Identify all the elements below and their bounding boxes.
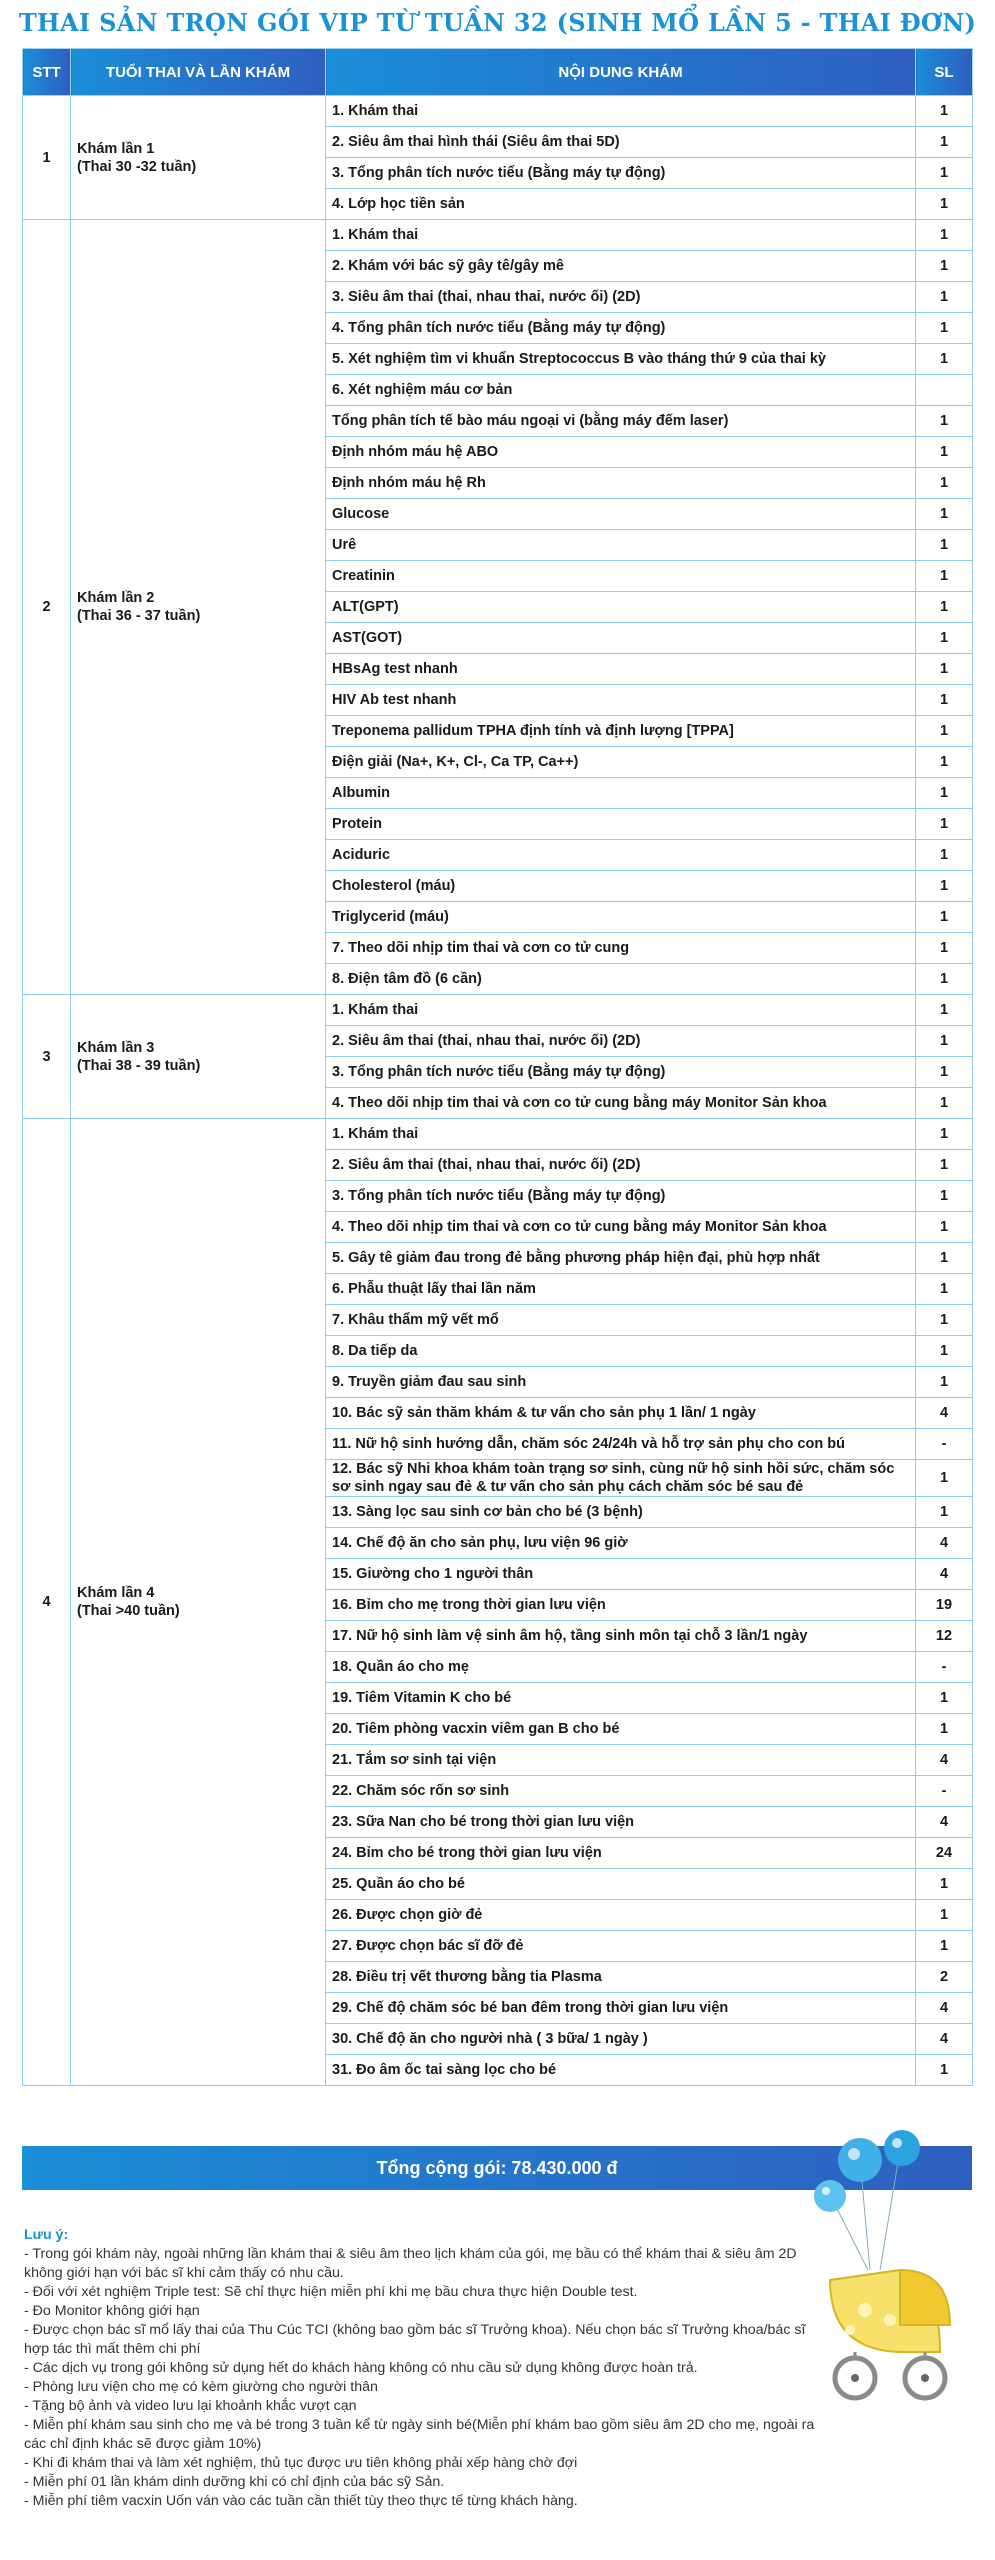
visit-week: (Thai 30 -32 tuần) (77, 158, 197, 175)
exam-quantity: 1 (916, 747, 973, 778)
exam-content: 3. Tổng phân tích nước tiểu (Bằng máy tự động) (326, 1057, 916, 1088)
exam-quantity: 1 (916, 158, 973, 189)
exam-quantity: 1 (916, 406, 973, 437)
visit-label (71, 995, 326, 1119)
exam-quantity: 1 (916, 189, 973, 220)
exam-content: AST(GOT) (326, 623, 916, 654)
table-row (23, 995, 973, 1026)
exam-quantity: 1 (916, 1212, 973, 1243)
exam-quantity (916, 375, 973, 406)
exam-quantity: 24 (916, 1838, 973, 1869)
exam-content: 8. Da tiếp da (326, 1336, 916, 1367)
exam-quantity: 1 (916, 1057, 973, 1088)
table-row (23, 220, 973, 251)
notes-text: - Trong gói khám này, ngoài những lần khám thai & siêu âm theo lịch khám của gói, mẹ bầu có thể khám thai & siêu âm 2D không giới hạn với bác sĩ khi cảm thấy có nhu cầu. - Đối với xét nghiệm Triple test: Sẽ chỉ thực hiện miễn phí khi mẹ bầu chưa thực hiện Double test. - Đo Monitor không giới hạn - Được chọn bác sĩ mổ lấy thai của Thu Cúc TCI (không bao gồm bác sĩ Trưởng khoa). Nếu chọn bác sĩ Trưởng khoa/bác sĩ hợp tác thì mất thêm chi phí - Các dịch vụ trong gói không sử dụng hết do khách hàng không có nhu cầu sử dụng không được hoàn trả. - Phòng lưu viện cho mẹ có kèm giường cho người thân - Tặng bộ ảnh và video lưu lại khoảnh khắc vượt cạn - Miễn phí khám sau sinh cho mẹ và bé trong 3 tuần kể từ ngày sinh bé(Miễn phí khám bao gồm siêu âm 2D cho mẹ, ngoài ra các chỉ định khác sẽ được giảm 10%) - Khi đi khám thai và làm xét nghiệm, thủ tục được ưu tiên không phải xếp hàng chờ đợi - Miễn phí 01 lần khám dinh dưỡng khi có chỉ định của bác sỹ Sản. - Miễn phí tiêm vacxin Uốn ván vào các tuần cần thiết tùy theo thực tế từng khách hàng. (24, 2246, 815, 2509)
exam-quantity: 19 (916, 1590, 973, 1621)
exam-quantity: 1 (916, 1497, 973, 1528)
exam-content: 21. Tắm sơ sinh tại viện (326, 1745, 916, 1776)
exam-content: 3. Tổng phân tích nước tiểu (Bằng máy tự động) (326, 158, 916, 189)
header-tuoi-thai: TUỔI THAI VÀ LẦN KHÁM (71, 49, 326, 96)
visit-name: Khám lần 4 (77, 1585, 155, 1601)
exam-quantity: 1 (916, 1460, 973, 1497)
exam-content: 4. Theo dõi nhịp tim thai và cơn co tử cung bằng máy Monitor Sản khoa (326, 1088, 916, 1119)
exam-quantity: 1 (916, 902, 973, 933)
exam-content: 1. Khám thai (326, 1119, 916, 1150)
exam-quantity: 1 (916, 1150, 973, 1181)
exam-quantity: 1 (916, 1336, 973, 1367)
exam-content: Albumin (326, 778, 916, 809)
exam-quantity: 1 (916, 220, 973, 251)
header-noi-dung: NỘI DUNG KHÁM (326, 49, 916, 96)
exam-quantity: 4 (916, 1398, 973, 1429)
visit-label (71, 220, 326, 995)
exam-quantity: 4 (916, 2024, 973, 2055)
exam-quantity: 2 (916, 1962, 973, 1993)
exam-content: 12. Bác sỹ Nhi khoa khám toàn trạng sơ sinh, cùng nữ hộ sinh hồi sức, chăm sóc sơ sinh ngay sau đẻ & tư vấn cho sản phụ cách chăm sóc bé sau đẻ (326, 1460, 916, 1497)
exam-quantity: 1 (916, 933, 973, 964)
exam-content: Treponema pallidum TPHA định tính và định lượng [TPPA] (326, 716, 916, 747)
exam-quantity: 1 (916, 1900, 973, 1931)
exam-content: 10. Bác sỹ sản thăm khám & tư vấn cho sản phụ 1 lần/ 1 ngày (326, 1398, 916, 1429)
exam-quantity: - (916, 1429, 973, 1460)
exam-quantity: 1 (916, 1714, 973, 1745)
exam-content: 2. Siêu âm thai (thai, nhau thai, nước ối) (2D) (326, 1150, 916, 1181)
header-stt: STT (23, 49, 71, 96)
exam-content: 2. Siêu âm thai hình thái (Siêu âm thai 5D) (326, 127, 916, 158)
exam-quantity: 1 (916, 809, 973, 840)
table-body (23, 96, 973, 2086)
visit-name: Khám lần 2 (77, 590, 155, 606)
exam-content: 26. Được chọn giờ đẻ (326, 1900, 916, 1931)
exam-quantity: 1 (916, 685, 973, 716)
exam-content: 3. Tổng phân tích nước tiểu (Bằng máy tự động) (326, 1181, 916, 1212)
visit-label (71, 96, 326, 220)
notes-section (24, 2226, 824, 2511)
exam-content: 31. Đo âm ốc tai sàng lọc cho bé (326, 2055, 916, 2086)
exam-content: 2. Khám với bác sỹ gây tê/gây mê (326, 251, 916, 282)
exam-quantity: 1 (916, 251, 973, 282)
exam-quantity: 1 (916, 654, 973, 685)
exam-content: 1. Khám thai (326, 96, 916, 127)
exam-quantity: 1 (916, 995, 973, 1026)
exam-quantity: 1 (916, 1088, 973, 1119)
exam-content: 30. Chế độ ăn cho người nhà ( 3 bữa/ 1 ngày ) (326, 2024, 916, 2055)
notes-title: Lưu ý: (24, 2227, 69, 2243)
exam-content: Aciduric (326, 840, 916, 871)
exam-quantity: 1 (916, 1026, 973, 1057)
visit-name: Khám lần 1 (77, 140, 155, 157)
exam-content: 20. Tiêm phòng vacxin viêm gan B cho bé (326, 1714, 916, 1745)
exam-content: 3. Siêu âm thai (thai, nhau thai, nước ối) (2D) (326, 282, 916, 313)
table-row (23, 96, 973, 127)
table-row (23, 1119, 973, 1150)
visit-week: (Thai 38 - 39 tuần) (77, 1057, 201, 1074)
exam-content: Tổng phân tích tế bào máu ngoại vi (bằng máy đếm laser) (326, 406, 916, 437)
exam-quantity: 1 (916, 1367, 973, 1398)
exam-quantity: 4 (916, 1745, 973, 1776)
baby-carriage-balloons-illustration (790, 2120, 980, 2420)
exam-quantity: 1 (916, 96, 973, 127)
exam-quantity: 1 (916, 1931, 973, 1962)
exam-quantity: 1 (916, 468, 973, 499)
exam-content: 14. Chế độ ăn cho sản phụ, lưu viện 96 giờ (326, 1528, 916, 1559)
exam-content: 2. Siêu âm thai (thai, nhau thai, nước ối) (2D) (326, 1026, 916, 1057)
exam-quantity: 1 (916, 964, 973, 995)
exam-content: Định nhóm máu hệ ABO (326, 437, 916, 468)
exam-content: HIV Ab test nhanh (326, 685, 916, 716)
exam-quantity: 1 (916, 716, 973, 747)
exam-content: 28. Điều trị vết thương bằng tia Plasma (326, 1962, 916, 1993)
visit-stt: 3 (23, 995, 71, 1119)
exam-quantity: 1 (916, 1683, 973, 1714)
exam-content: 23. Sữa Nan cho bé trong thời gian lưu viện (326, 1807, 916, 1838)
exam-quantity: 4 (916, 1993, 973, 2024)
exam-quantity: 1 (916, 437, 973, 468)
exam-content: 11. Nữ hộ sinh hướng dẫn, chăm sóc 24/24h và hỗ trợ sản phụ cho con bú (326, 1429, 916, 1460)
exam-content: Định nhóm máu hệ Rh (326, 468, 916, 499)
exam-quantity: 1 (916, 871, 973, 902)
package-table (22, 48, 973, 2086)
exam-quantity: - (916, 1776, 973, 1807)
exam-content: 17. Nữ hộ sinh làm vệ sinh âm hộ, tầng sinh môn tại chỗ 3 lần/1 ngày (326, 1621, 916, 1652)
visit-label (71, 1119, 326, 2086)
exam-content: Cholesterol (máu) (326, 871, 916, 902)
exam-quantity: 1 (916, 592, 973, 623)
exam-quantity: - (916, 1652, 973, 1683)
exam-content: 15. Giường cho 1 người thân (326, 1559, 916, 1590)
visit-name: Khám lần 3 (77, 1039, 155, 1056)
exam-quantity: 1 (916, 840, 973, 871)
exam-quantity: 12 (916, 1621, 973, 1652)
exam-quantity: 4 (916, 1807, 973, 1838)
exam-content: ALT(GPT) (326, 592, 916, 623)
exam-quantity: 1 (916, 561, 973, 592)
exam-content: 13. Sàng lọc sau sinh cơ bản cho bé (3 bệnh) (326, 1497, 916, 1528)
exam-quantity: 1 (916, 623, 973, 654)
exam-quantity: 1 (916, 499, 973, 530)
exam-content: HBsAg test nhanh (326, 654, 916, 685)
exam-content: 4. Lớp học tiền sản (326, 189, 916, 220)
exam-content: 1. Khám thai (326, 995, 916, 1026)
exam-content: 7. Khâu thẩm mỹ vết mổ (326, 1305, 916, 1336)
exam-quantity: 1 (916, 344, 973, 375)
exam-quantity: 1 (916, 282, 973, 313)
exam-content: 6. Xét nghiệm máu cơ bản (326, 375, 916, 406)
exam-quantity: 1 (916, 2055, 973, 2086)
exam-content: 27. Được chọn bác sĩ đỡ đẻ (326, 1931, 916, 1962)
exam-quantity: 1 (916, 1869, 973, 1900)
exam-quantity: 4 (916, 1528, 973, 1559)
exam-content: 1. Khám thai (326, 220, 916, 251)
exam-content: 5. Xét nghiệm tìm vi khuẩn Streptococcus B vào tháng thứ 9 của thai kỳ (326, 344, 916, 375)
exam-content: 22. Chăm sóc rốn sơ sinh (326, 1776, 916, 1807)
exam-content: 9. Truyền giảm đau sau sinh (326, 1367, 916, 1398)
exam-content: 24. Bỉm cho bé trong thời gian lưu viện (326, 1838, 916, 1869)
exam-quantity: 1 (916, 127, 973, 158)
visit-stt: 2 (23, 220, 71, 995)
exam-content: 8. Điện tâm đồ (6 cần) (326, 964, 916, 995)
header-sl: SL (916, 49, 973, 96)
exam-quantity: 4 (916, 1559, 973, 1590)
exam-quantity: 1 (916, 1305, 973, 1336)
exam-content: 4. Tổng phân tích nước tiểu (Bằng máy tự động) (326, 313, 916, 344)
visit-week: (Thai 36 - 37 tuần) (77, 608, 201, 624)
exam-quantity: 1 (916, 1181, 973, 1212)
exam-content: Glucose (326, 499, 916, 530)
exam-content: Creatinin (326, 561, 916, 592)
exam-content: 4. Theo dõi nhịp tim thai và cơn co tử cung bằng máy Monitor Sản khoa (326, 1212, 916, 1243)
exam-content: 7. Theo dõi nhịp tim thai và cơn co tử cung (326, 933, 916, 964)
visit-stt: 1 (23, 96, 71, 220)
visit-stt: 4 (23, 1119, 71, 2086)
exam-quantity: 1 (916, 1119, 973, 1150)
exam-content: 29. Chế độ chăm sóc bé ban đêm trong thời gian lưu viện (326, 1993, 916, 2024)
total-bar: Tổng cộng gói: 78.430.000 đ (22, 2146, 972, 2190)
table-header-row (23, 49, 973, 96)
exam-quantity: 1 (916, 530, 973, 561)
exam-content: 25. Quần áo cho bé (326, 1869, 916, 1900)
page-title: THAI SẢN TRỌN GÓI VIP TỪ TUẦN 32 (SINH MỔ LẦN 5 - THAI ĐƠN) (18, 8, 977, 37)
exam-content: 5. Gây tê giảm đau trong đẻ bằng phương pháp hiện đại, phù hợp nhất (326, 1243, 916, 1274)
exam-quantity: 1 (916, 313, 973, 344)
exam-content: Urê (326, 530, 916, 561)
exam-content: 16. Bỉm cho mẹ trong thời gian lưu viện (326, 1590, 916, 1621)
exam-quantity: 1 (916, 1243, 973, 1274)
exam-content: 19. Tiêm Vitamin K cho bé (326, 1683, 916, 1714)
exam-quantity: 1 (916, 1274, 973, 1305)
exam-content: Điện giải (Na+, K+, Cl-, Ca TP, Ca++) (326, 747, 916, 778)
visit-week: (Thai >40 tuần) (77, 1603, 180, 1619)
exam-quantity: 1 (916, 778, 973, 809)
exam-content: 6. Phẫu thuật lấy thai lần năm (326, 1274, 916, 1305)
exam-content: 18. Quần áo cho mẹ (326, 1652, 916, 1683)
exam-content: Triglycerid (máu) (326, 902, 916, 933)
exam-content: Protein (326, 809, 916, 840)
